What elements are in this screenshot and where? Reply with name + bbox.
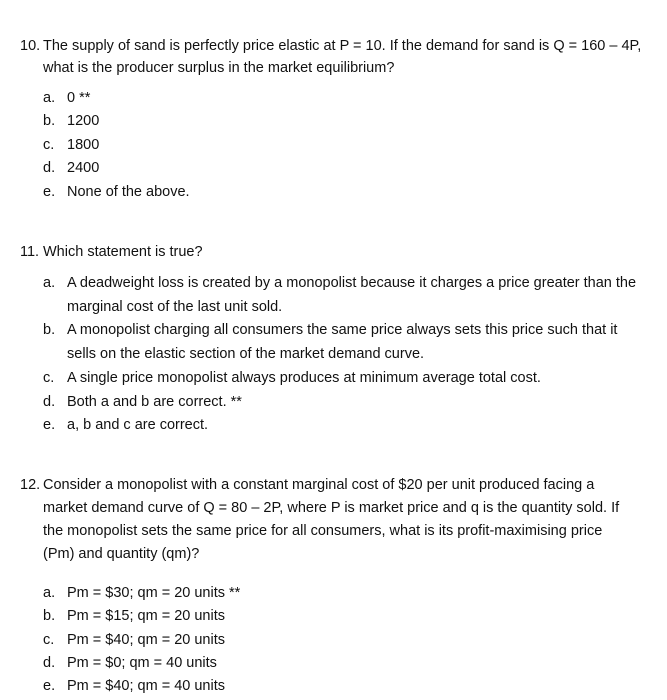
option-text: 1800 bbox=[67, 137, 100, 153]
option-text: 2400 bbox=[67, 160, 100, 176]
question-text-line: the monopolist sets the same price for all consumers, what is its profit-maximising price bbox=[43, 523, 603, 539]
option-text: A single price monopolist always produces at minimum average total cost. bbox=[67, 370, 541, 386]
question-number: 12. bbox=[20, 477, 41, 493]
option-text: Pm = $30; qm = 20 units ** bbox=[67, 585, 241, 601]
option-letter: d. bbox=[43, 160, 56, 176]
option-text: A deadweight loss is created by a monopolist because it charges a price greater than the bbox=[67, 275, 637, 291]
option-text: sells on the elastic section of the market demand curve. bbox=[67, 346, 425, 362]
option-letter: b. bbox=[43, 322, 56, 338]
option-letter: b. bbox=[43, 113, 56, 129]
question-number: 10. bbox=[20, 38, 41, 54]
question-text-line: Consider a monopolist with a constant marginal cost of $20 per unit produced facing a bbox=[43, 477, 595, 493]
option-letter: e. bbox=[43, 184, 56, 200]
option-text: 0 ** bbox=[67, 90, 91, 106]
option-letter: b. bbox=[43, 608, 56, 624]
option-letter: a. bbox=[43, 275, 56, 291]
option-text: Both a and b are correct. ** bbox=[67, 394, 242, 410]
option-text: a, b and c are correct. bbox=[67, 417, 209, 433]
option-text: marginal cost of the last unit sold. bbox=[67, 299, 283, 315]
question-text-line: (Pm) and quantity (qm)? bbox=[43, 546, 200, 562]
option-text: Pm = $15; qm = 20 units bbox=[67, 608, 225, 624]
option-letter: d. bbox=[43, 655, 56, 671]
question-text-line: The supply of sand is perfectly price elastic at P = 10. If the demand for sand is Q = 160 – 4P, bbox=[43, 38, 642, 54]
option-letter: e. bbox=[43, 678, 56, 694]
option-letter: a. bbox=[43, 585, 56, 601]
question-number: 11. bbox=[20, 244, 40, 260]
option-letter: c. bbox=[43, 137, 55, 153]
option-text: None of the above. bbox=[67, 184, 190, 200]
option-text: Pm = $40; qm = 40 units bbox=[67, 678, 225, 694]
option-letter: e. bbox=[43, 417, 56, 433]
option-letter: c. bbox=[43, 632, 55, 648]
option-text: A monopolist charging all consumers the same price always sets this price such that it bbox=[67, 322, 618, 338]
option-text: Pm = $0; qm = 40 units bbox=[67, 655, 217, 671]
option-letter: c. bbox=[43, 370, 55, 386]
option-text: 1200 bbox=[67, 113, 100, 129]
option-text: Pm = $40; qm = 20 units bbox=[67, 632, 225, 648]
question-text-line: what is the producer surplus in the market equilibrium? bbox=[43, 60, 395, 76]
option-letter: a. bbox=[43, 90, 56, 106]
option-letter: d. bbox=[43, 394, 56, 410]
question-text-line: market demand curve of Q = 80 – 2P, where P is market price and q is the quantity sold. If bbox=[43, 500, 620, 516]
question-text-line: Which statement is true? bbox=[43, 244, 203, 260]
